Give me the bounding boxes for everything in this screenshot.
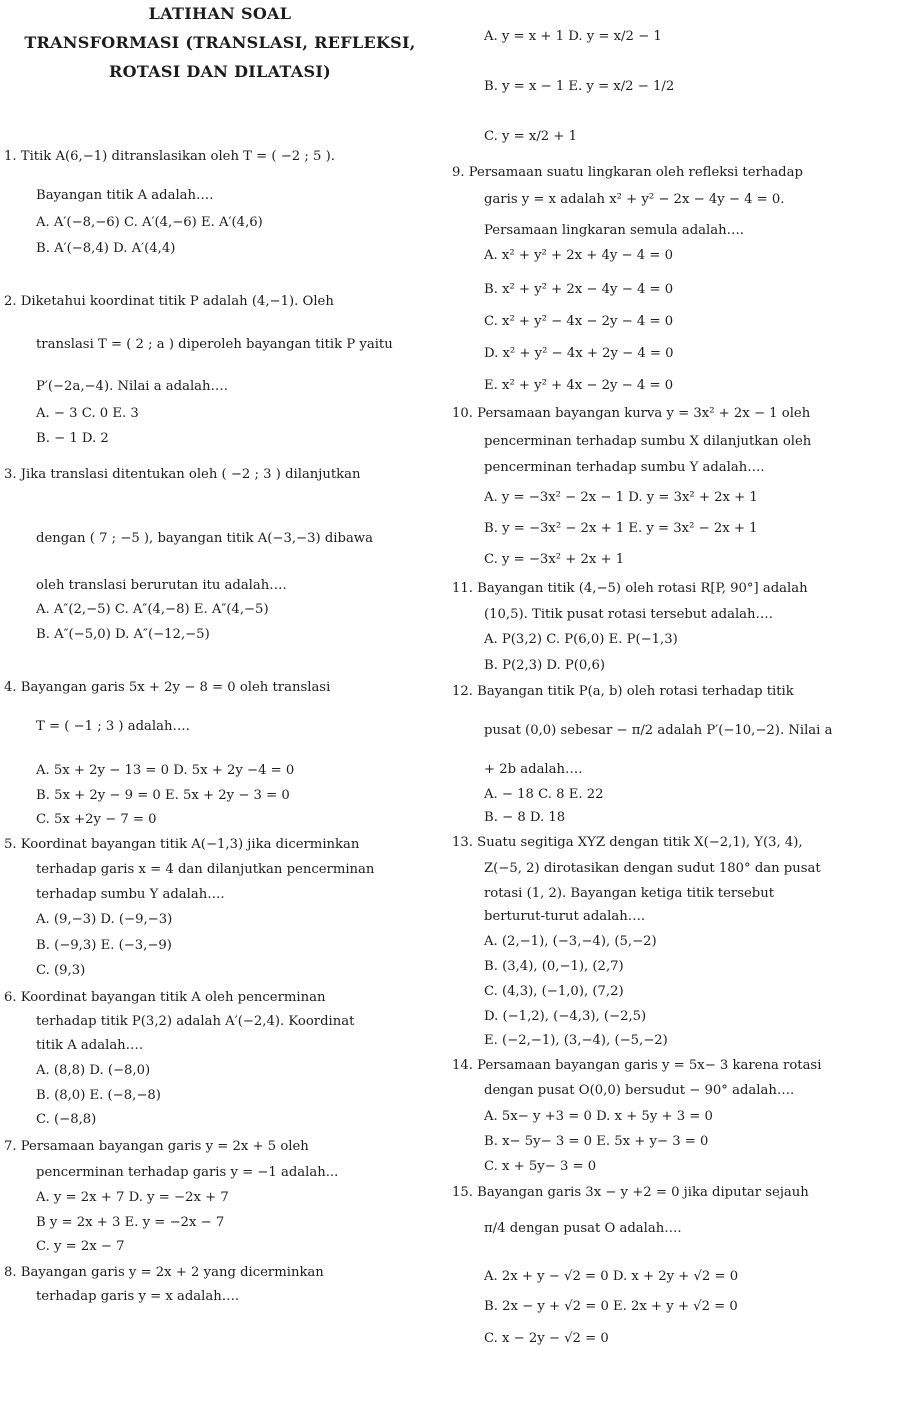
text-line: C. (4,3), (−1,0), (7,2) [484, 984, 624, 999]
text-line: B. P(2,3) D. P(0,6) [484, 658, 606, 673]
text-line: A. y = −3x² − 2x − 1 D. y = 3x² + 2x + 1 [484, 490, 758, 505]
text-line: A. y = x + 1 D. y = x/2 − 1 [484, 29, 662, 44]
text-line: 5. Koordinat bayangan titik A(−1,3) jika dicerminkan [4, 837, 360, 852]
text-line: B. y = −3x² − 2x + 1 E. y = 3x² − 2x + 1 [484, 521, 758, 536]
text-line: π/4 dengan pusat O adalah…. [484, 1221, 682, 1236]
text-line: 15. Bayangan garis 3x − y +2 = 0 jika diputar sejauh [452, 1185, 809, 1200]
text-line: A. A′(−8,−6) C. A′(4,−6) E. A′(4,6) [36, 215, 263, 230]
text-line: pencerminan terhadap sumbu X dilanjutkan oleh [484, 434, 812, 449]
text-line: D. x² + y² − 4x + 2y − 4 = 0 [484, 346, 674, 361]
text-line: 8. Bayangan garis y = 2x + 2 yang dicerminkan [4, 1265, 324, 1280]
text-line: 11. Bayangan titik (4,−5) oleh rotasi R[P, 90°] adalah [452, 581, 808, 596]
title-line-1: LATIHAN SOAL [148, 4, 292, 23]
text-line: 12. Bayangan titik P(a, b) oleh rotasi terhadap titik [452, 684, 794, 699]
text-line: A. (2,−1), (−3,−4), (5,−2) [484, 934, 657, 949]
text-line: + 2b adalah…. [484, 762, 583, 777]
text-line: B. 2x − y + √2 = 0 E. 2x + y + √2 = 0 [484, 1299, 738, 1314]
text-line: B y = 2x + 3 E. y = −2x − 7 [36, 1215, 225, 1230]
text-line: P′(−2a,−4). Nilai a adalah…. [36, 379, 228, 394]
text-line: A. (9,−3) D. (−9,−3) [36, 912, 173, 927]
text-line: B. − 8 D. 18 [484, 810, 566, 825]
text-line: rotasi (1, 2). Bayangan ketiga titik tersebut [484, 886, 775, 901]
text-line: T = ( −1 ; 3 ) adalah…. [36, 719, 190, 734]
text-line: B. (3,4), (0,−1), (2,7) [484, 959, 624, 974]
text-line: terhadap titik P(3,2) adalah A′(−2,4). Koordinat [36, 1014, 355, 1029]
text-line: A. − 18 C. 8 E. 22 [484, 787, 604, 802]
text-line: pencerminan terhadap sumbu Y adalah…. [484, 460, 765, 475]
text-line: A. 5x + 2y − 13 = 0 D. 5x + 2y −4 = 0 [36, 763, 295, 778]
text-line: translasi T = ( 2 ; a ) diperoleh bayangan titik P yaitu [36, 337, 393, 352]
text-line: C. y = −3x² + 2x + 1 [484, 552, 625, 567]
text-line: 9. Persamaan suatu lingkaran oleh refleksi terhadap [452, 165, 803, 180]
text-line: C. x² + y² − 4x − 2y − 4 = 0 [484, 314, 674, 329]
text-line: C. x + 5y− 3 = 0 [484, 1159, 597, 1174]
text-line: 4. Bayangan garis 5x + 2y − 8 = 0 oleh translasi [4, 680, 331, 695]
text-line: A. x² + y² + 2x + 4y − 4 = 0 [484, 248, 673, 263]
text-line: berturut-turut adalah…. [484, 909, 646, 924]
text-line: dengan pusat O(0,0) bersudut − 90° adalah…. [484, 1083, 795, 1098]
text-line: titik A adalah…. [36, 1038, 144, 1053]
text-line: C. x − 2y − √2 = 0 [484, 1331, 609, 1346]
text-line: C. (9,3) [36, 963, 86, 978]
text-line: 1. Titik A(6,−1) ditranslasikan oleh T = ( −2 ; 5 ). [4, 149, 335, 164]
text-line: B. x− 5y− 3 = 0 E. 5x + y− 3 = 0 [484, 1134, 709, 1149]
text-line: B. A″(−5,0) D. A″(−12,−5) [36, 627, 210, 642]
text-line: C. y = x/2 + 1 [484, 129, 577, 144]
text-line: 13. Suatu segitiga XYZ dengan titik X(−2,1), Y(3, 4), [452, 835, 803, 850]
text-line: A. P(3,2) C. P(6,0) E. P(−1,3) [484, 632, 678, 647]
text-line: B. x² + y² + 2x − 4y − 4 = 0 [484, 282, 674, 297]
text-line: pusat (0,0) sebesar − π/2 adalah P′(−10,−2). Nilai a [484, 723, 833, 738]
text-line: A. A″(2,−5) C. A″(4,−8) E. A″(4,−5) [36, 602, 269, 617]
text-line: A. − 3 C. 0 E. 3 [36, 406, 139, 421]
text-line: B. y = x − 1 E. y = x/2 − 1/2 [484, 79, 675, 94]
text-line: C. (−8,8) [36, 1112, 97, 1127]
text-line: B. (−9,3) E. (−3,−9) [36, 938, 172, 953]
text-line: 14. Persamaan bayangan garis y = 5x− 3 karena rotasi [452, 1058, 822, 1073]
text-line: terhadap garis x = 4 dan dilanjutkan pencerminan [36, 862, 375, 877]
text-line: A. (8,8) D. (−8,0) [36, 1063, 151, 1078]
text-line: garis y = x adalah x² + y² − 2x − 4y − 4 = 0. [484, 192, 785, 207]
text-line: 3. Jika translasi ditentukan oleh ( −2 ; 3 ) dilanjutkan [4, 467, 361, 482]
title-line-3: ROTASI DAN DILATASI) [109, 62, 331, 81]
text-line: 10. Persamaan bayangan kurva y = 3x² + 2x − 1 oleh [452, 406, 811, 421]
text-line: D. (−1,2), (−4,3), (−2,5) [484, 1009, 647, 1024]
text-line: terhadap sumbu Y adalah…. [36, 887, 225, 902]
text-line: (10,5). Titik pusat rotasi tersebut adalah…. [484, 607, 773, 622]
text-line: A. 2x + y − √2 = 0 D. x + 2y + √2 = 0 [484, 1269, 739, 1284]
text-line: C. 5x +2y − 7 = 0 [36, 812, 157, 827]
text-line: Z(−5, 2) dirotasikan dengan sudut 180° dan pusat [484, 861, 821, 876]
text-line: terhadap garis y = x adalah…. [36, 1289, 240, 1304]
text-line: A. 5x− y +3 = 0 D. x + 5y + 3 = 0 [484, 1109, 713, 1124]
text-line: E. (−2,−1), (3,−4), (−5,−2) [484, 1033, 668, 1048]
text-line: C. y = 2x − 7 [36, 1239, 125, 1254]
text-line: B. A′(−8,4) D. A′(4,4) [36, 241, 176, 256]
text-line: dengan ( 7 ; −5 ), bayangan titik A(−3,−3) dibawa [36, 531, 373, 546]
text-line: 2. Diketahui koordinat titik P adalah (4,−1). Oleh [4, 294, 334, 309]
text-line: pencerminan terhadap garis y = −1 adalah... [36, 1165, 339, 1180]
title-line-2: TRANSFORMASI (TRANSLASI, REFLEKSI, [24, 33, 416, 52]
text-line: 7. Persamaan bayangan garis y = 2x + 5 oleh [4, 1139, 309, 1154]
text-line: B. (8,0) E. (−8,−8) [36, 1088, 161, 1103]
text-line: A. y = 2x + 7 D. y = −2x + 7 [36, 1190, 229, 1205]
text-line: B. 5x + 2y − 9 = 0 E. 5x + 2y − 3 = 0 [36, 788, 290, 803]
text-line: B. − 1 D. 2 [36, 431, 109, 446]
text-line: 6. Koordinat bayangan titik A oleh pencerminan [4, 990, 326, 1005]
text-line: Bayangan titik A adalah…. [36, 188, 214, 203]
text-line: E. x² + y² + 4x − 2y − 4 = 0 [484, 378, 674, 393]
text-line: oleh translasi berurutan itu adalah…. [36, 578, 287, 593]
text-line: Persamaan lingkaran semula adalah…. [484, 223, 744, 238]
